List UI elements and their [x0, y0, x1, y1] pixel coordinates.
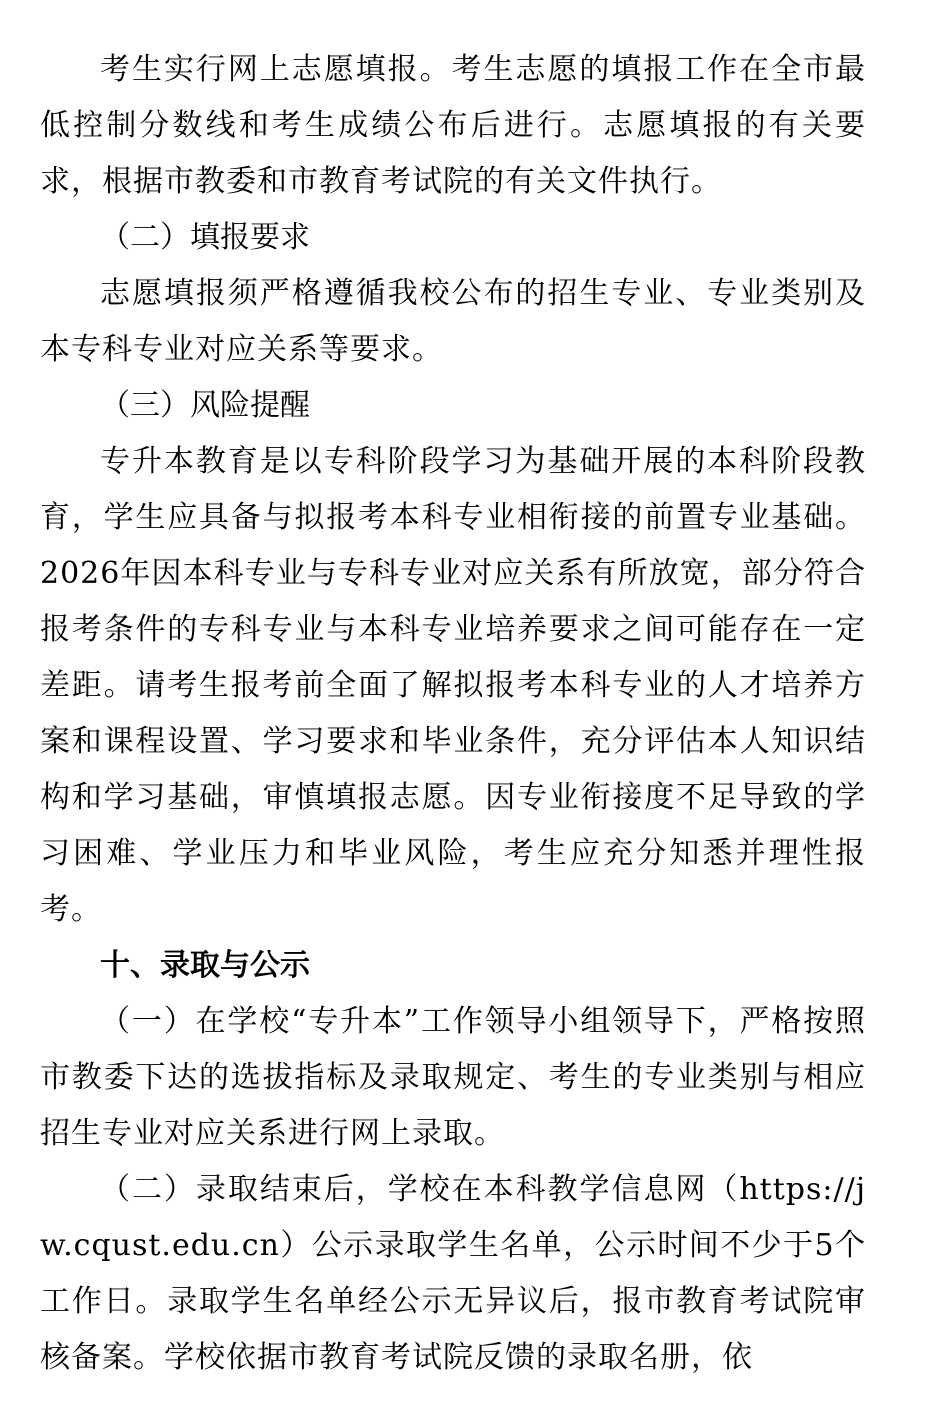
subheading-requirements: （二）填报要求	[100, 220, 310, 255]
paragraph-online-application: 考生实行网上志愿填报。考生志愿的填报工作在全市最低控制分数线和考生成绩公布后进行。志愿填报的有关要求，根据市教委和市教育考试院的有关文件执行。	[40, 52, 866, 199]
paragraph-admission-2: （二）录取结束后，学校在本科教学信息网（https://jw.cqust.edu.cn）公示录取学生名单，公示时间不少于5个工作日。录取学生名单经公示无异议后，报市教育考试院审核备案。学校依据市教育考试院反馈的录取名册，依	[40, 1172, 866, 1375]
paragraph-requirements: 志愿填报须严格遵循我校公布的招生专业、专业类别及本专科专业对应关系等要求。	[40, 276, 866, 367]
paragraph-admission-1: （一）在学校“专升本”工作领导小组领导下，严格按照市教委下达的选拔指标及录取规定、考生的专业类别与相应招生专业对应关系进行网上录取。	[40, 1004, 866, 1151]
section-heading-admission: 十、录取与公示	[100, 948, 310, 983]
paragraph-risk: 专升本教育是以专科阶段学习为基础开展的本科阶段教育，学生应具备与拟报考本科专业相衔接的前置专业基础。2026年因本科专业与专科专业对应关系有所放宽，部分符合报考条件的专科专业与本科专业培养要求之间可能存在一定差距。请考生报考前全面了解拟报考本科专业的人才培养方案和课程设置、学习要求和毕业条件，充分评估本人知识结构和学习基础，审慎填报志愿。因专业衔接度不足导致的学习困难、学业压力和毕业风险，考生应充分知悉并理性报考。	[40, 444, 866, 927]
subheading-risk: （三）风险提醒	[100, 388, 310, 423]
